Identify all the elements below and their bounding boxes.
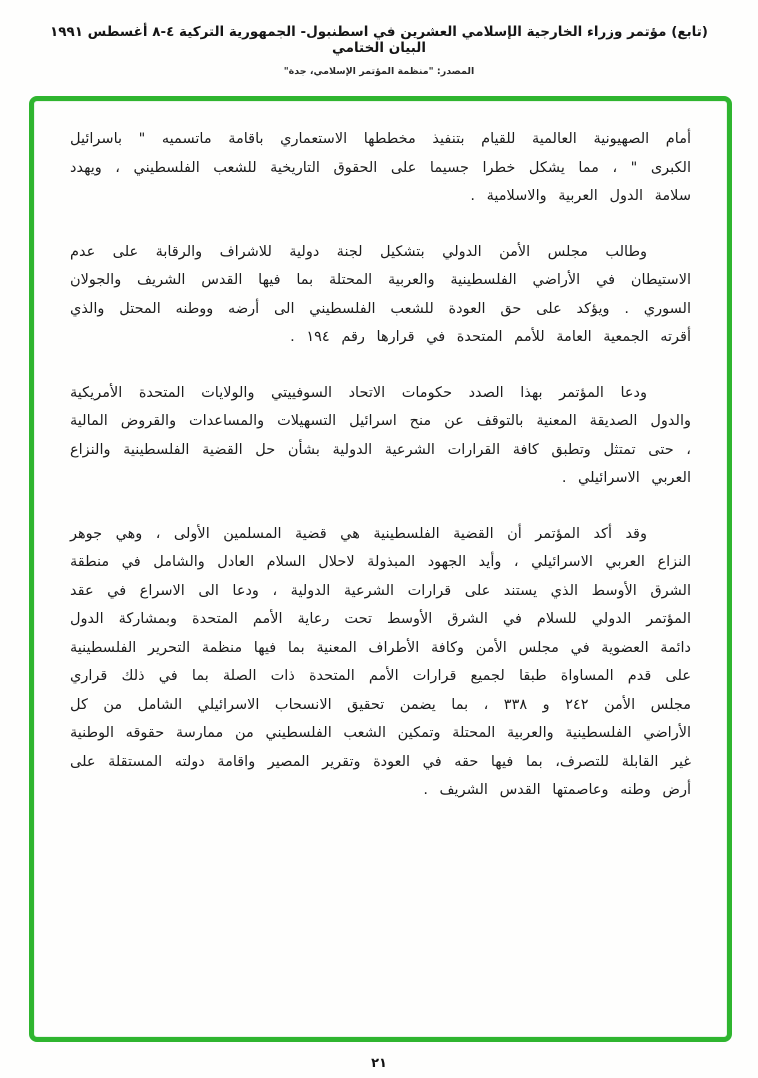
content-box: [29, 96, 732, 1042]
paragraph-continuation: أمام الصهيونية العالمية للقيام بتنفيذ مخططها الاستعماري باقامة ماتسميه " باسرائيل الكبرى " ، مما يشكل خطرا جسيما على الحقوق التاريخية للشعب الفلسطيني ، ويهدد سلامة الدول العربية والاسلامية .: [70, 131, 691, 204]
document-header: [0, 24, 758, 77]
paragraph-security-council-demand: وطالب مجلس الأمن الدولي بتشكيل لجنة دولية للاشراف والرقابة على عدم الاستيطان في الأراضي الفلسطينية والعربية المحتلة بما فيها القدس الشريف والجولان السوري . ويؤكد على حق العودة للشعب الفلسطيني الى أرضه ووطنه المحتل والذي أقرته الجمعية العامة للأمم المتحدة في قرارها رقم ١٩٤ .: [70, 243, 691, 345]
page-number: ٢١: [371, 1056, 387, 1071]
document-source: المصدر: "منظمة المؤتمر الإسلامي، جدة": [283, 66, 475, 77]
document-title: (تابع) مؤتمر وزراء الخارجية الإسلامي العشرين في اسطنبول- الجمهورية التركية ٤-٨ أغسطس ١٩٩١ البيان الختامي: [50, 24, 708, 56]
page-footer: [0, 1052, 758, 1072]
paragraph-palestinian-cause: وقد أكد المؤتمر أن القضية الفلسطينية هي قضية المسلمين الأولى ، وهي جوهر النزاع العربي الاسرائيلي ، وأيد الجهود المبذولة لاحلال السلام العادل والشامل في منطقة الشرق الأوسط الذي يستند على قرارات الشرعية الدولية ، ودعا الى الاسراع في عقد المؤتمر الدولي للسلام في الشرق الأوسط تحت رعاية الأمم المتحدة وبمشاركة الدول دائمة العضوية في مجلس الأمن وكافة الأطراف المعنية بما فيها منظمة التحرير الفلسطينية على قدم المساواة طبقا لجميع قرارات الأمم المتحدة ذات الصلة بما في ذلك قراري مجلس الأمن ٢٤٢ و ٣٣٨ ، بما يضمن تحقيق الانسحاب الاسرائيلي الشامل من كل الأراضي الفلسطينية والعربية المحتلة وتمكين الشعب الفلسطيني من ممارسة حقوقه الوطنية غير القابلة للتصرف، بما فيها حقه في العودة وتقرير المصير واقامة دولته المستقلة على أرض وطنه وعاصمتها القدس الشريف .: [70, 525, 691, 798]
paragraph-call-to-governments: ودعا المؤتمر بهذا الصدد حكومات الاتحاد السوفييتي والولايات المتحدة الأمريكية والدول الصديقة المعنية بالتوقف عن منح اسرائيل التسهيلات والمساعدات والقروض المالية ، حتى تمتثل وتطبق كافة القرارات الشرعية الدولية بشأن حل القضية الفلسطينية والنزاع العربي الاسرائيلي .: [70, 384, 691, 486]
